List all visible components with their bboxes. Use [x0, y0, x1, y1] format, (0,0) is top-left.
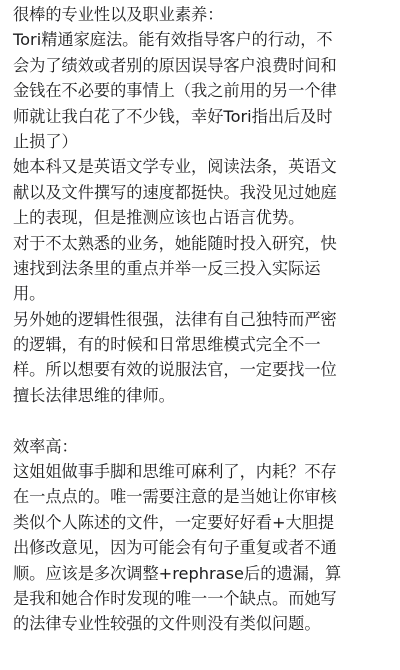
- note-line: 上的表现，但是推测应该也占语言优势。: [13, 208, 305, 228]
- note-line: Tori精通家庭法。能有效指导客户的行动，不: [13, 30, 333, 50]
- note-line: 她本科又是英语文学专业，阅读法条，英语文: [13, 157, 337, 177]
- note-line: 样。所以想要有效的说服法官，一定要找一位: [13, 360, 337, 380]
- note-line: 对于不太熟悉的业务，她能随时投入研究，快: [13, 233, 337, 253]
- note-line: 是我和她合作时发现的唯一一个缺点。而她写: [13, 588, 337, 608]
- note-line: 的逻辑，有的时候和日常思维模式完全不一: [13, 335, 321, 355]
- note-line: 擅长法律思维的律师。: [13, 385, 175, 405]
- note-line: 止损了）: [13, 131, 78, 151]
- note-line: 另外她的逻辑性很强，法律有自己独特而严密: [13, 309, 337, 329]
- note-line: 速找到法条里的重点并举一反三投入实际运: [13, 258, 321, 278]
- note-line: 金钱在不必要的事情上（我之前用的另一个律: [13, 81, 337, 101]
- note-line: 很棒的专业性以及职业素养：: [13, 5, 224, 24]
- note-line: 师就让我白花了不少钱，幸好Tori指出后及时: [13, 106, 333, 126]
- note-line: 献以及文件撰写的速度都挺快。我没见过她庭: [13, 182, 337, 202]
- note-line: 会为了绩效或者别的原因误导客户浪费时间和: [13, 55, 337, 75]
- note-line: 顺。应该是多次调整+rephrase后的遗漏，算: [13, 563, 342, 583]
- note-line: 用。: [13, 284, 46, 304]
- note-line: 的法律专业性较强的文件则没有类似问题。: [13, 614, 321, 634]
- note-line: 这姐姐做事手脚和思维可麻利了，内耗？不存: [13, 462, 337, 482]
- note-line: 效率高：: [13, 436, 78, 456]
- note-line: 在一点点的。唯一需要注意的是当她让你审核: [13, 487, 337, 507]
- blank-line: [13, 408, 388, 433]
- note-line: 出修改意见，因为可能会有句子重复或者不通: [13, 538, 337, 558]
- note-line: 类似个人陈述的文件，一定要好好看+大胆提: [13, 512, 335, 532]
